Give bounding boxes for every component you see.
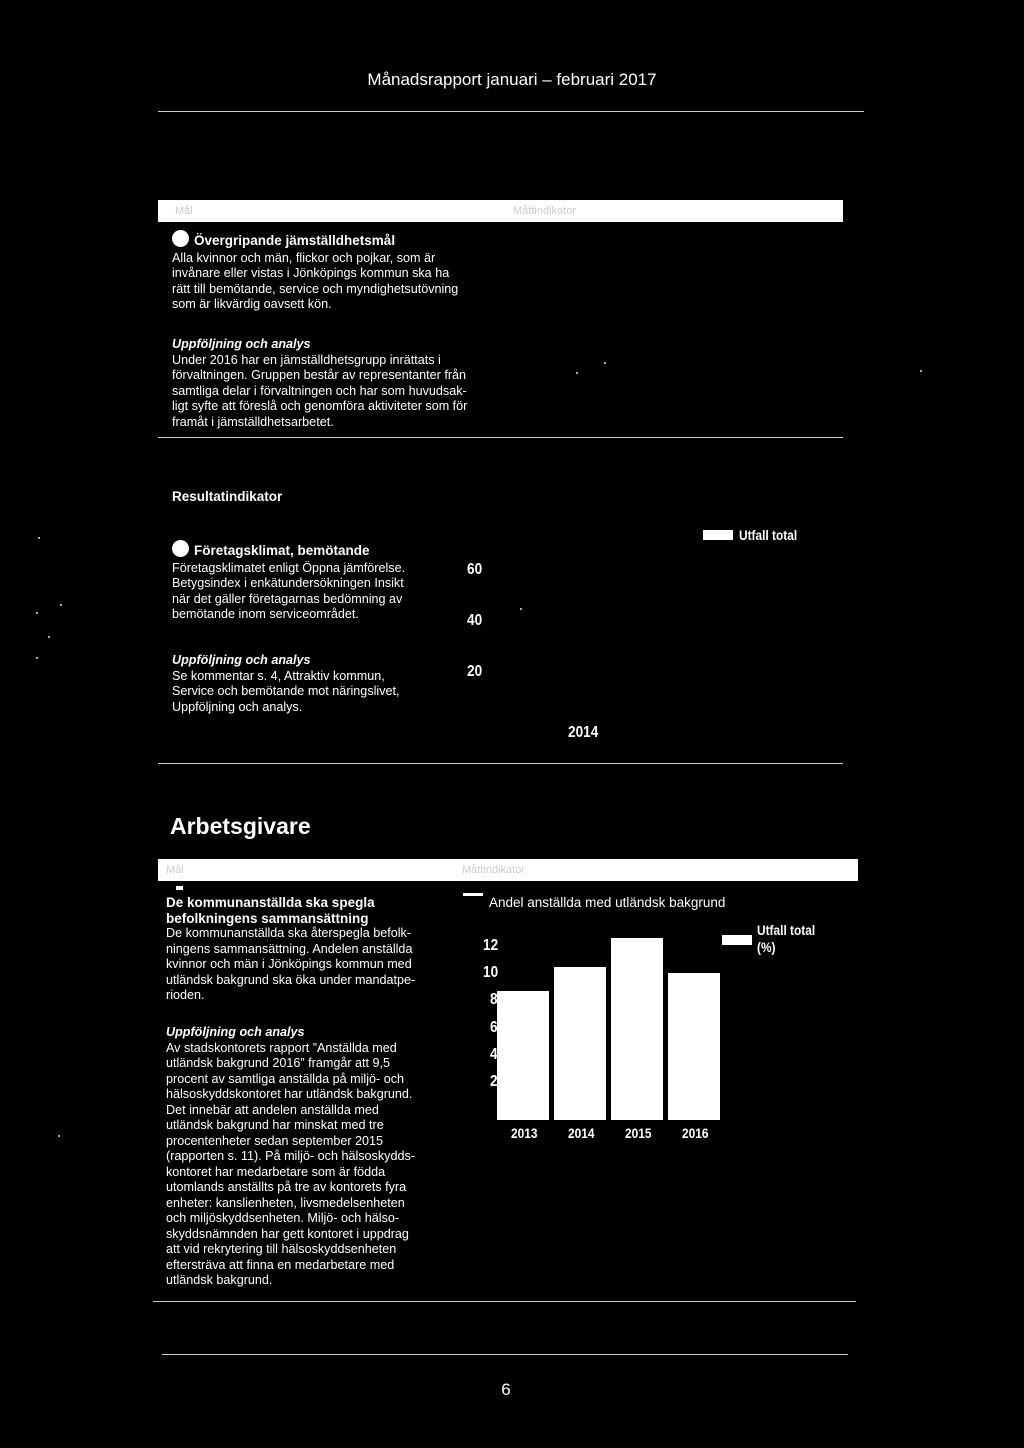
followup-line: förvaltningen. Gruppen består av representanter från: [172, 368, 467, 382]
chart-legend-label: Utfall total: [757, 922, 816, 938]
followup-line: ligt syfte att föreslå och genomföra aktiviteter som för: [172, 399, 468, 413]
chart-legend-unit: (%): [757, 939, 776, 955]
chart-x-tick: 2013: [511, 1125, 538, 1141]
goal-status-icon: [172, 230, 189, 247]
section2-indicator-block: [172, 540, 472, 623]
followup-heading: Uppföljning och analys: [172, 337, 311, 351]
section1-rule: [158, 437, 843, 438]
followup-heading: Uppföljning och analys: [172, 653, 311, 667]
scan-speck: [604, 362, 606, 364]
chart1-y-tick: 60: [467, 561, 483, 578]
chart-y-tick: 12: [483, 937, 499, 955]
chart-title: Andel anställda med utländsk bakgrund: [489, 895, 726, 910]
page-number: 6: [501, 1380, 511, 1399]
scan-speck: [60, 604, 62, 606]
followup-line: enheter: kanslienheten, livsmedelsenheten: [166, 1195, 405, 1210]
followup-line: procent av samtliga anställda på miljö- och: [166, 1071, 405, 1086]
chart-bar: [668, 973, 720, 1120]
chart-x-tick: 2015: [625, 1125, 652, 1141]
scan-speck: [38, 537, 40, 539]
followup-line: (rapporten s. 11). På miljö- och hälsoskydds-: [166, 1149, 415, 1163]
goal-line: som är likvärdig oavsett kön.: [172, 297, 332, 311]
chart-y-tick: 4: [490, 1045, 498, 1063]
scan-speck: [58, 1135, 60, 1137]
indicator-title: Företagsklimat, bemötande: [194, 543, 370, 558]
section3-goal-block: [166, 895, 456, 1004]
chart-x-tick: 2016: [682, 1125, 709, 1141]
goal-line: kvinnor och män i Jönköpings kommun med: [166, 957, 412, 971]
indicator-line: Företagsklimatet enligt Öppna jämförelse.: [172, 560, 406, 575]
followup-line: framåt i jämställdhetsarbetet.: [172, 414, 334, 429]
section2-heading: Resultatindikator: [172, 489, 283, 504]
indicator-status-icon: [172, 540, 189, 557]
strip-label-indicator: Måttindikator: [462, 864, 525, 876]
followup-line: utländsk bakgrund har minskat med tre: [166, 1118, 384, 1132]
footer-rule: [162, 1354, 848, 1355]
goal-line: ningens sammansättning. Andelen anställda: [166, 941, 413, 956]
section3-header-strip: [158, 859, 858, 881]
followup-line: Uppföljning och analys.: [172, 699, 303, 714]
followup-line: Av stadskontorets rapport ”Anställda med: [166, 1040, 397, 1055]
followup-line: Det innebär att andelen anställda med: [166, 1102, 379, 1117]
chart-bar: [611, 938, 663, 1120]
strip-label-indicator: Måttindikator: [513, 205, 576, 217]
followup-line: eftersträva att finna en medarbetare med: [166, 1257, 395, 1272]
chart1-y-tick: 20: [467, 663, 483, 680]
goal-title-line: befolkningens sammansättning: [166, 910, 369, 926]
scan-speck: [576, 372, 578, 374]
chart-y-tick: 10: [483, 964, 499, 982]
followup-line: utländsk bakgrund.: [166, 1273, 273, 1287]
section2-followup-block: [172, 653, 472, 715]
chart-legend-swatch: [722, 935, 752, 945]
goal-title-line: De kommunanställda ska spegla: [166, 895, 375, 910]
goal-line: De kommunanställda ska återspegla befolk-: [166, 926, 412, 940]
chart-bar: [554, 967, 606, 1120]
followup-line: och miljöskyddsenheten. Miljö- och hälso-: [166, 1211, 400, 1225]
scan-speck: [48, 636, 50, 638]
chart-y-tick: 2: [490, 1072, 498, 1090]
scan-speck: [920, 370, 922, 372]
followup-line: utländsk bakgrund 2016” framgår att 9,5: [166, 1056, 391, 1070]
followup-line: Service och bemötande mot näringslivet,: [172, 684, 400, 698]
goal-line: Alla kvinnor och män, flickor och pojkar, som är: [172, 250, 436, 265]
section3-followup-block: [166, 1025, 466, 1289]
followup-line: Se kommentar s. 4, Attraktiv kommun,: [172, 668, 385, 683]
chart1-y-tick: 40: [467, 612, 483, 629]
goal-line: utländsk bakgrund ska öka under mandatpe-: [166, 972, 416, 987]
followup-line: utomlands anställts på tre av kontorets fyra: [166, 1180, 407, 1194]
followup-line: skyddsnämnden har gett kontoret i uppdrag: [166, 1226, 409, 1241]
scan-speck: [36, 612, 38, 614]
scan-speck: [36, 657, 38, 659]
chart-legend: [757, 922, 815, 956]
chart1-x-label: 2014: [568, 724, 599, 741]
chart-marker-icon: [463, 893, 483, 896]
followup-line: kontoret har medarbetare som är födda: [166, 1164, 386, 1179]
goal-line: invånare eller vistas i Jönköpings kommun ska ha: [172, 266, 450, 280]
indicator-line: bemötande inom serviceområdet.: [172, 607, 359, 621]
strip-label-goal: Mål: [166, 864, 184, 876]
followup-line: procentenheter sedan september 2015: [166, 1133, 384, 1148]
chart1-legend-label: Utfall total: [739, 527, 798, 543]
section3-heading: Arbetsgivare: [170, 813, 311, 839]
followup-line: samtliga delar i förvaltningen och har som huvudsak-: [172, 383, 467, 398]
scan-speck: [520, 608, 522, 610]
section1-followup-block: [172, 337, 512, 430]
followup-line: att vid rekrytering till hälsoskyddsenheten: [166, 1242, 397, 1256]
section3-rule: [153, 1301, 856, 1302]
header-rule: [158, 111, 864, 112]
chart-y-tick: 6: [490, 1018, 498, 1036]
followup-line: Under 2016 har en jämställdhetsgrupp inrättats i: [172, 352, 441, 367]
indicator-line: när det gäller företagarnas bedömning av: [172, 591, 403, 606]
indicator-line: Betygsindex i enkätundersökningen Insikt: [172, 576, 404, 590]
goal-line: rioden.: [166, 988, 205, 1002]
chart-bar: [497, 991, 549, 1120]
strip-label-goal: Mål: [175, 205, 193, 217]
followup-line: hälsoskyddskontoret har utländsk bakgrund.: [166, 1087, 413, 1101]
section1-header-strip: [158, 200, 843, 222]
chart-y-tick: 8: [490, 991, 498, 1009]
followup-heading: Uppföljning och analys: [166, 1025, 305, 1039]
section1-goal-block: [172, 230, 512, 313]
chart1-legend-swatch: [703, 530, 733, 540]
page-header-title: Månadsrapport januari – februari 2017: [367, 70, 657, 89]
section2-rule: [158, 763, 843, 764]
goal-line: rätt till bemötande, service och myndighetsutövning: [172, 281, 459, 296]
bar-chart: [470, 930, 710, 1141]
chart-x-tick: 2014: [568, 1125, 595, 1141]
goal-title: Övergripande jämställdhetsmål: [194, 233, 396, 248]
goal-status-icon: [176, 886, 183, 890]
